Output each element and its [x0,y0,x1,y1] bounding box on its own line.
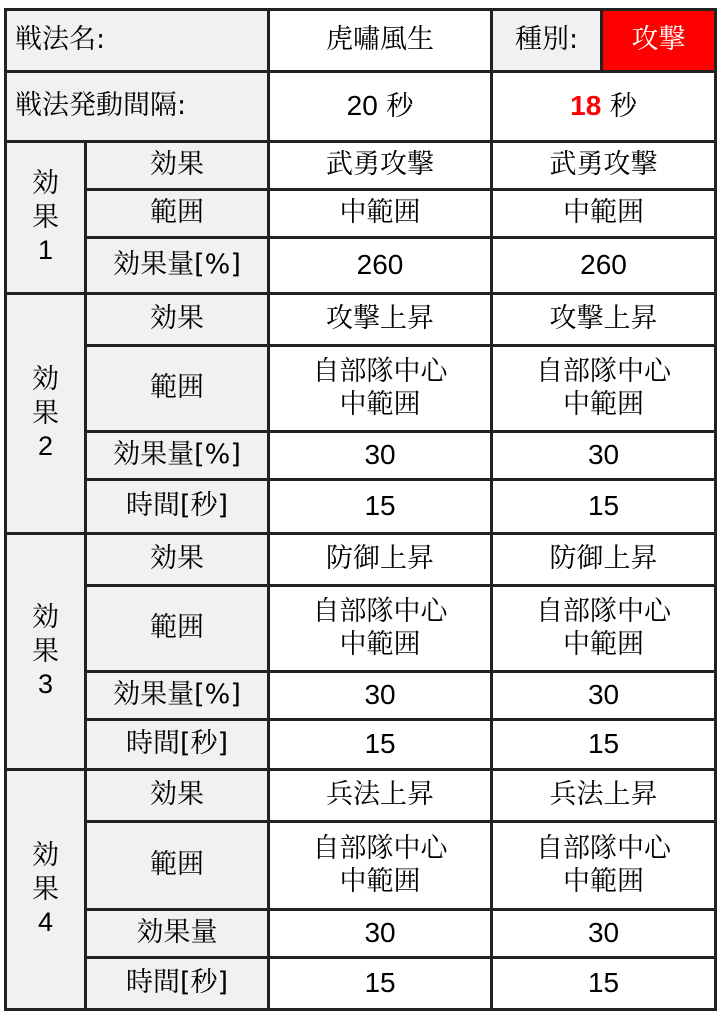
effect-group-label-char: 果 [32,397,59,429]
effect-group-label-char: 効 [32,601,59,633]
effect-value-line: 中範囲 [563,388,645,420]
effect-value-line: 15 [587,728,620,760]
effect-value-line: 15 [587,967,620,999]
effect-3-row [6,534,716,586]
effect-value-line: 30 [587,439,620,471]
effect-value-line: 武勇攻撃 [326,149,435,181]
effect-value-before [269,720,492,770]
tactic-sheet [4,8,714,1016]
interval-label: 戦法発動間隔: [6,72,269,142]
effect-3-row [6,586,716,672]
effect-value-line: 兵法上昇 [326,779,435,811]
effect-value-line: 自部隊中心 [312,595,448,627]
effect-value-line: 攻撃上昇 [326,303,435,335]
effect-group-label-char: 果 [32,201,59,233]
effect-value-line: 攻撃上昇 [549,303,658,335]
interval-after-unit: 秒 [609,91,637,123]
effect-value-after [492,672,716,720]
effect-value-after [492,534,716,586]
effect-field-label: 範囲 [86,346,269,432]
tactic-name-label: 戦法名: [6,10,269,72]
effect-1-row [6,238,716,294]
effect-4-row [6,822,716,910]
effect-group-label [6,294,86,534]
effect-value-before [269,238,492,294]
effect-value-after [492,294,716,346]
effect-value-after [492,910,716,958]
interval-before [269,72,492,142]
effect-value-line: 中範囲 [563,865,645,897]
tactic-name-value: 虎嘯風生 [269,10,492,72]
effect-value-line: 中範囲 [339,865,421,897]
effect-group-label-char: 4 [37,907,54,938]
effect-value-line: 30 [587,679,620,711]
effect-value-line: 自部隊中心 [536,595,672,627]
effect-3-row [6,720,716,770]
effect-field-label: 範囲 [86,190,269,238]
effect-value-line: 15 [587,490,620,522]
effect-field-label: 効果 [86,770,269,822]
effect-field-label: 効果 [86,534,269,586]
interval-row [6,72,716,142]
effect-field-label: 効果量 [86,910,269,958]
effect-group-label-char: 果 [32,635,59,667]
effect-group-label-char: 3 [37,669,54,700]
effect-4-row [6,958,716,1010]
effect-value-before [269,294,492,346]
effect-value-before [269,346,492,432]
effect-2-row [6,294,716,346]
effect-field-label: 時間[秒] [86,480,269,534]
interval-before-number: 20 [346,90,378,122]
effect-value-line: 260 [356,249,404,281]
interval-before-unit: 秒 [386,91,414,123]
effect-value-after [492,346,716,432]
effect-value-line: 防御上昇 [326,543,435,575]
effect-value-after [492,142,716,190]
effect-value-after [492,720,716,770]
effect-value-line: 自部隊中心 [536,355,672,387]
effect-value-before [269,480,492,534]
tactic-type-label: 種別: [492,10,602,72]
effect-value-line: 防御上昇 [549,543,658,575]
effect-value-after [492,238,716,294]
effect-value-line: 中範囲 [563,197,645,229]
effect-value-after [492,770,716,822]
effect-value-after [492,432,716,480]
effect-value-before [269,586,492,672]
effect-4-row [6,770,716,822]
effect-value-line: 自部隊中心 [312,355,448,387]
tactic-type-badge: 攻撃 [602,10,716,72]
effect-field-label: 時間[秒] [86,720,269,770]
effect-value-line: 中範囲 [339,197,421,229]
effect-field-label: 効果量[%] [86,238,269,294]
effect-value-before [269,822,492,910]
effect-value-line: 兵法上昇 [549,779,658,811]
effect-value-after [492,822,716,910]
effect-2-row [6,480,716,534]
effect-field-label: 効果 [86,142,269,190]
effect-group-label [6,534,86,770]
effect-field-label: 効果量[%] [86,672,269,720]
effect-4-row [6,910,716,958]
effect-value-line: 中範囲 [339,388,421,420]
effect-value-before [269,142,492,190]
effect-value-before [269,672,492,720]
effect-value-line: 武勇攻撃 [549,149,658,181]
effect-group-label-char: 果 [32,873,59,905]
effect-group-label [6,142,86,294]
effect-value-after [492,480,716,534]
effect-value-line: 15 [364,967,396,999]
effect-value-after [492,190,716,238]
effect-value-line: 30 [364,917,396,949]
effect-group-label-char: 効 [32,167,59,199]
effect-value-line: 30 [587,917,620,949]
effect-value-line: 260 [580,249,627,281]
name-row [6,10,716,72]
effect-field-label: 範囲 [86,586,269,672]
effect-field-label: 時間[秒] [86,958,269,1010]
effect-group-label-char: 2 [37,431,54,462]
effect-value-before [269,190,492,238]
effect-value-before [269,432,492,480]
tactic-table [4,8,717,1011]
effect-value-line: 自部隊中心 [312,832,448,864]
effect-group-label-char: 1 [37,235,54,266]
effect-value-after [492,586,716,672]
effect-value-before [269,910,492,958]
effect-value-before [269,958,492,1010]
effect-value-before [269,534,492,586]
effect-group-label-char: 効 [32,363,59,395]
effect-value-line: 15 [364,490,396,522]
effect-2-row [6,432,716,480]
effect-value-line: 中範囲 [339,628,421,660]
effect-value-line: 自部隊中心 [536,832,672,864]
effect-value-line: 中範囲 [563,628,645,660]
interval-after [492,72,716,142]
effect-group-label [6,770,86,1010]
effect-field-label: 範囲 [86,822,269,910]
effect-value-line: 30 [364,439,396,471]
effect-3-row [6,672,716,720]
effect-value-before [269,770,492,822]
effect-1-row [6,142,716,190]
effect-value-line: 15 [364,728,396,760]
effect-value-line: 30 [364,679,396,711]
effect-group-label-char: 効 [32,839,59,871]
effect-field-label: 効果量[%] [86,432,269,480]
effect-field-label: 効果 [86,294,269,346]
interval-after-number: 18 [570,90,602,122]
effect-1-row [6,190,716,238]
effect-2-row [6,346,716,432]
effect-value-after [492,958,716,1010]
